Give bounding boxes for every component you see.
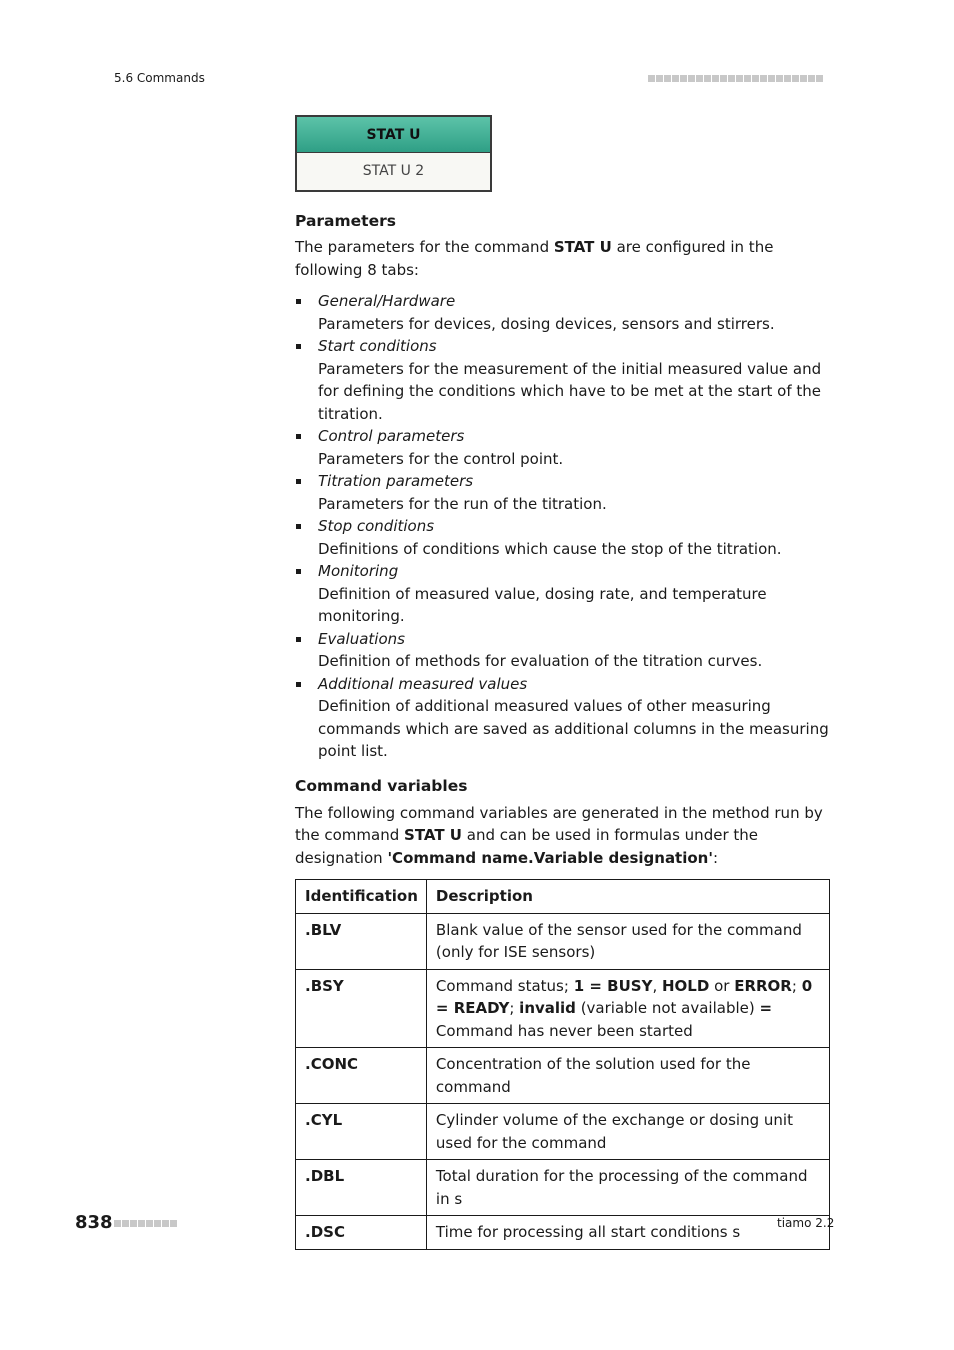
footer-decoration	[114, 1220, 177, 1227]
command-box-title: STAT U	[297, 117, 490, 153]
list-item: Start conditions Parameters for the measurement of the initial measured value and for defining the conditions which have to be met at the start of the titration.	[295, 335, 835, 425]
column-header-description: Description	[426, 880, 829, 914]
command-box-name: STAT U 2	[362, 163, 425, 179]
table-row	[296, 1160, 830, 1216]
table-header-row	[296, 880, 830, 914]
variable-description: Command status; 1 = BUSY, HOLD or ERROR; 0 = READY; invalid (variable not available) = Command has never been started	[426, 969, 829, 1048]
variable-description: Time for processing all start conditions s	[426, 1216, 829, 1250]
parameters-intro: The parameters for the command STAT U are configured in the following 8 tabs:	[295, 238, 774, 279]
list-item: Titration parameters Parameters for the run of the titration.	[295, 470, 835, 515]
variable-description: Concentration of the solution used for the command	[426, 1048, 829, 1104]
page-number: 838	[75, 1212, 113, 1233]
list-item: Control parameters Parameters for the control point.	[295, 425, 835, 470]
table-row	[296, 1048, 830, 1104]
command-variables-heading: Command variables	[295, 776, 468, 795]
table-row	[296, 913, 830, 969]
list-item: Evaluations Definition of methods for evaluation of the titration curves.	[295, 628, 835, 673]
variable-id: .BLV	[296, 913, 427, 969]
variable-description: Blank value of the sensor used for the command (only for ISE sensors)	[426, 913, 829, 969]
list-item: Additional measured values Definition of additional measured values of other measuring commands which are saved as additional columns in the measuring point list.	[295, 673, 835, 763]
header-decoration	[648, 75, 823, 82]
running-header-section: 5.6 Commands	[114, 71, 205, 85]
variable-id: .DSC	[296, 1216, 427, 1250]
table-row	[296, 969, 830, 1048]
variable-id: .BSY	[296, 969, 427, 1048]
tabs-list	[295, 290, 835, 763]
variable-id: .CONC	[296, 1048, 427, 1104]
main-content	[295, 210, 835, 1250]
list-item: Stop conditions Definitions of conditions which cause the stop of the titration.	[295, 515, 835, 560]
table-row	[296, 1216, 830, 1250]
parameters-heading: Parameters	[295, 212, 396, 230]
product-name: tiamo 2.2	[777, 1216, 835, 1230]
column-header-identification: Identification	[296, 880, 427, 914]
variable-id: .CYL	[296, 1104, 427, 1160]
variable-description: Total duration for the processing of the command in s	[426, 1160, 829, 1216]
list-item: General/Hardware Parameters for devices, dosing devices, sensors and stirrers.	[295, 290, 835, 335]
command-box	[295, 115, 492, 192]
variable-description: Cylinder volume of the exchange or dosing unit used for the command	[426, 1104, 829, 1160]
variables-table	[295, 879, 830, 1250]
variables-intro: The following command variables are generated in the method run by the command STAT U and can be used in formulas under the designation 'Command name.Variable designation':	[295, 803, 823, 867]
list-item: Monitoring Definition of measured value, dosing rate, and temperature monitoring.	[295, 560, 835, 628]
variable-id: .DBL	[296, 1160, 427, 1216]
table-row	[296, 1104, 830, 1160]
